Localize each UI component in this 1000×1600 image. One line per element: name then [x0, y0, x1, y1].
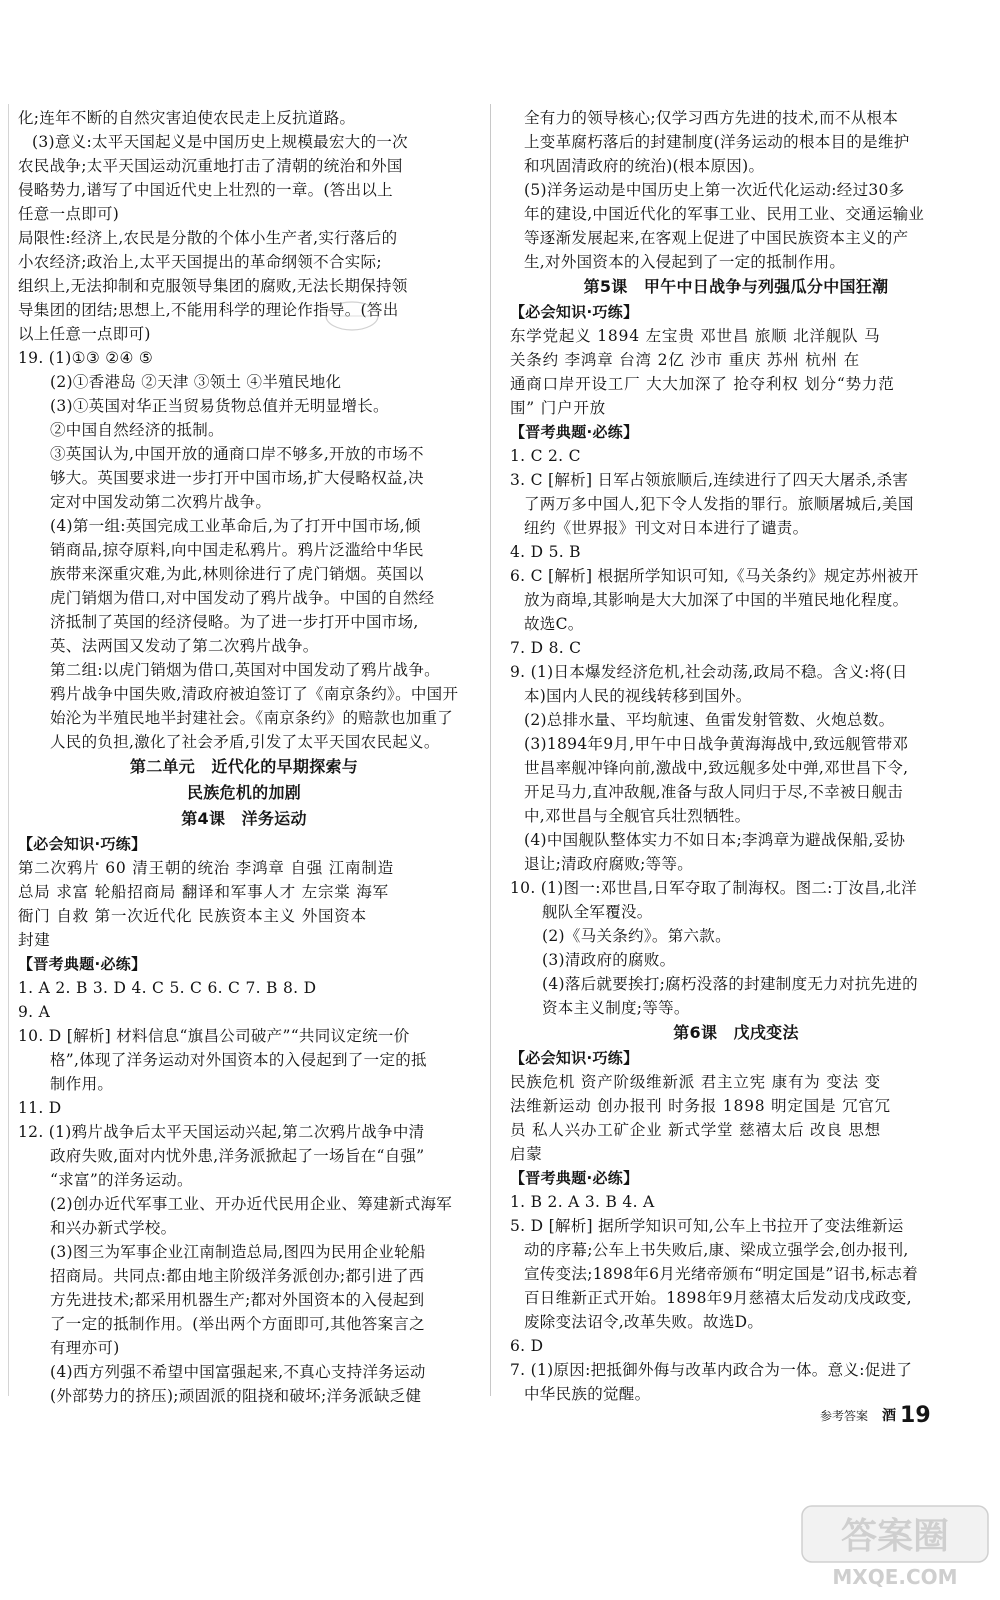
answer-line: 19. (1)①③ ②④ ⑤ — [18, 349, 154, 367]
answer-line: (3)①英国对华正当贸易货物总值并无明显增长。 — [50, 397, 389, 415]
answer-line: 百日维新正式开始。1898年9月慈禧太后发动戊戌政变, — [524, 1289, 912, 1307]
answer-line: (4)中国舰队整体实力不如日本;李鸿章为避战保船,妥协 — [524, 831, 906, 849]
answer-line: 7. (1)原因:把抵御外侮与改革内政合为一体。意义:促进了 — [510, 1361, 913, 1379]
answer-line: “求富”的洋务运动。 — [50, 1171, 193, 1189]
answer-line: 第二组:以虎门销烟为借口,英国对中国发动了鸦片战争。 — [50, 661, 440, 679]
answer-line: (4)落后就要挨打;腐朽没落的封建制度无力对抗先进的 — [542, 975, 918, 993]
answer-line: 7. D 8. C — [510, 639, 582, 657]
answer-line: 了一定的抵制作用。(举出两个方面即可,其他答案言之 — [50, 1315, 425, 1333]
page-number: 19 — [900, 1402, 931, 1428]
answer-line: 中华民族的觉醒。 — [524, 1385, 651, 1403]
answer-line: 6. C [解析] 根据所学知识可知,《马关条约》规定苏州被开 — [510, 567, 919, 585]
section-heading: 第5课 甲午中日战争与列强瓜分中国狂潮 — [583, 277, 889, 296]
section-tag: 【必会知识·巧练】 — [510, 1049, 639, 1067]
answer-line: 本)国内人民的视线转移到国外。 — [524, 687, 752, 705]
section-heading: 民族危机的加剧 — [186, 783, 302, 802]
answer-line: (2)总排水量、平均航速、鱼雷发射管数、火炮总数。 — [524, 711, 895, 729]
keyword-line: 封建 — [18, 931, 51, 949]
answer-line: (2)①香港岛 ②天津 ③领土 ④半殖民地化 — [50, 373, 342, 391]
answer-line: 化;连年不断的自然灾害迫使农民走上反抗道路。 — [18, 109, 356, 127]
left-margin-line — [8, 104, 9, 1396]
answer-line: 侵略势力,谱写了中国近代史上壮烈的一章。(答出以上 — [18, 181, 393, 199]
section-tag: 【必会知识·巧练】 — [510, 303, 639, 321]
answer-line: 小农经济;政治上,太平天国提出的革命纲领不合实际; — [18, 253, 382, 271]
answer-line: 制作用。 — [50, 1075, 114, 1093]
page-footer — [820, 1400, 931, 1430]
watermark-url: MXQE.COM — [832, 1565, 958, 1589]
answer-line: 局限性:经济上,农民是分散的个体小生产者,实行落后的 — [18, 229, 398, 247]
answer-line: 1. C 2. C — [510, 447, 581, 465]
answer-line: 够大。英国要求进一步打开中国市场,扩大侵略权益,决 — [50, 469, 424, 487]
keyword-line: 启蒙 — [510, 1145, 543, 1163]
keyword-line: 东学党起义 1894 左宝贵 邓世昌 旅顺 北洋舰队 马 — [510, 327, 881, 345]
keyword-line: 总局 求富 轮船招商局 翻译和军事人才 左宗棠 海军 — [18, 883, 389, 901]
footer-label: 参考答案 — [820, 1408, 869, 1423]
answer-line: ③英国认为,中国开放的通商口岸不够多,开放的市场不 — [50, 445, 424, 463]
answer-line: 导集团的团结;思想上,不能用科学的理论作指导。(答出 — [18, 301, 399, 319]
answer-line: 有理亦可) — [50, 1339, 120, 1357]
answer-line: 12. (1)鸦片战争后太平天国运动兴起,第二次鸦片战争中清 — [18, 1123, 425, 1141]
answer-line: 10. (1)图一:邓世昌,日军夺取了制海权。图二:丁汝昌,北洋 — [510, 879, 917, 897]
answer-line: 鸦片战争中国失败,清政府被迫签订了《南京条约》。中国开 — [50, 685, 459, 703]
watermark-title: 答案圈 — [840, 1516, 950, 1557]
keyword-line: 民族危机 资产阶级维新派 君主立宪 康有为 变法 变 — [510, 1073, 881, 1091]
answer-line: (3)图三为军事企业江南制造总局,图四为民用企业轮船 — [50, 1243, 426, 1261]
answer-line: 故选C。 — [524, 615, 584, 633]
answer-line: 和兴办新式学校。 — [50, 1219, 177, 1237]
answer-line: 开足马力,直冲敌舰,准备与敌人同归于尽,不幸被日舰击 — [524, 783, 904, 801]
section-heading: 第4课 洋务运动 — [181, 809, 307, 828]
left-column — [18, 106, 470, 1408]
answer-line: 3. C [解析] 日军占领旅顺后,连续进行了四天大屠杀,杀害 — [510, 471, 909, 489]
answer-line: 纽约《世界报》刊文对日本进行了谴责。 — [524, 519, 809, 537]
answer-line: 招商局。共同点:都由地主阶级洋务派创办;都引进了西 — [50, 1267, 425, 1285]
answer-line: 销商品,掠夺原料,向中国走私鸦片。鸦片泛滥给中华民 — [50, 541, 424, 559]
answer-line: 格”,体现了洋务运动对外国资本的入侵起到了一定的抵 — [50, 1051, 427, 1069]
answer-line: 始沦为半殖民地半封建社会。《南京条约》的赔款也加重了 — [50, 709, 454, 727]
answer-line: 英、法两国又发动了第二次鸦片战争。 — [50, 637, 319, 655]
answer-line: 以上任意一点即可) — [18, 325, 151, 343]
answer-line: 4. D 5. B — [510, 543, 581, 561]
answer-line: (5)洋务运动是中国历史上第一次近代化运动:经过30多 — [524, 181, 905, 199]
section-tag: 【晋考典题·必练】 — [510, 1169, 639, 1187]
answer-line: 族带来深重灾难,为此,林则徐进行了虎门销烟。英国以 — [50, 565, 424, 583]
section-tag: 【晋考典题·必练】 — [18, 955, 147, 973]
answer-line: (外部势力的挤压);顽固派的阻挠和破坏;洋务派缺乏健 — [50, 1387, 422, 1405]
answer-line: 了两万多中国人,犯下令人发指的罪行。旅顺屠城后,美国 — [524, 495, 914, 513]
section-heading: 第二单元 近代化的早期探索与 — [129, 757, 359, 776]
section-tag: 【晋考典题·必练】 — [510, 423, 639, 441]
faint-stamp-mark — [322, 296, 382, 336]
answer-line: 退让;清政府腐败;等等。 — [524, 855, 694, 873]
answer-line: 5. D [解析] 据所学知识可知,公车上书拉开了变法维新运 — [510, 1217, 904, 1235]
answer-line: 9. A — [18, 1003, 51, 1021]
answer-line: 世昌率舰冲锋向前,激战中,致远舰多处中弹,邓世昌下令, — [524, 759, 909, 777]
section-heading: 第6课 戊戌变法 — [673, 1023, 799, 1042]
answer-line: (3)意义:太平天国起义是中国历史上规模最宏大的一次 — [32, 133, 408, 151]
answer-line: 10. D [解析] 材料信息“旗昌公司破产”“共同议定统一价 — [18, 1027, 410, 1045]
answer-line: 农民战争;太平天国运动沉重地打击了清朝的统治和外国 — [18, 157, 403, 175]
answer-line: 动的序幕;公车上书失败后,康、梁成立强学会,创办报刊, — [524, 1241, 909, 1259]
answer-line: 废除变法诏令,改革失败。故选D。 — [524, 1313, 764, 1331]
answer-line: 放为商埠,其影响是大大加深了中国的半殖民地化程度。 — [524, 591, 909, 609]
answer-line: 人民的负担,激化了社会矛盾,引发了太平天国农民起义。 — [50, 733, 440, 751]
answer-line: 舰队全军覆没。 — [542, 903, 653, 921]
answer-line: 组织上,无法抑制和克服领导集团的腐败,无法长期保持领 — [18, 277, 408, 295]
answer-line: (2)《马关条约》。第六款。 — [542, 927, 731, 945]
answer-line: 9. (1)日本爆发经济危机,社会动荡,政局不稳。含义:将(日 — [510, 663, 908, 681]
answer-line: 资本主义制度;等等。 — [542, 999, 690, 1017]
answer-line: 生,对外国资本的入侵起到了一定的抵制作用。 — [524, 253, 846, 271]
answer-line: 年的建设,中国近代化的军事工业、民用工业、交通运输业 — [524, 205, 925, 223]
footer-mark: 酒 — [882, 1408, 897, 1424]
answer-line: 济抵制了英国的经济侵略。为了进一步打开中国市场, — [50, 613, 419, 631]
answer-line: 等逐渐发展起来,在客观上促进了中国民族资本主义的产 — [524, 229, 909, 247]
keyword-line: 关条约 李鸿章 台湾 2亿 沙市 重庆 苏州 杭州 在 — [510, 351, 860, 369]
answer-line: 全有力的领导核心;仅学习西方先进的技术,而不从根本 — [524, 109, 899, 127]
answer-line: 1. B 2. A 3. B 4. A — [510, 1193, 655, 1211]
answer-line: ②中国自然经济的抵制。 — [50, 421, 224, 439]
answer-line: 1. A 2. B 3. D 4. C 5. C 6. C 7. B 8. D — [18, 979, 317, 997]
keyword-line: 第二次鸦片 60 清王朝的统治 李鸿章 自强 江南制造 — [18, 859, 394, 877]
right-column — [510, 106, 962, 1406]
answer-line: 11. D — [18, 1099, 62, 1117]
watermark-logo — [800, 1502, 990, 1592]
answer-line: (4)第一组:英国完成工业革命后,为了打开中国市场,倾 — [50, 517, 421, 535]
answer-line: 定对中国发动第二次鸦片战争。 — [50, 493, 272, 511]
column-divider — [490, 104, 491, 1396]
section-tag: 【必会知识·巧练】 — [18, 835, 147, 853]
answer-line: 方先进技术;都采用机器生产;都对外国资本的入侵起到 — [50, 1291, 425, 1309]
answer-line: 6. D — [510, 1337, 544, 1355]
answer-line: 中,邓世昌与全舰官兵壮烈牺牲。 — [524, 807, 751, 825]
keyword-line: 围” 门户开放 — [510, 399, 606, 417]
answer-line: (3)清政府的腐败。 — [542, 951, 676, 969]
keyword-line: 衙门 自救 第一次近代化 民族资本主义 外国资本 — [18, 907, 367, 925]
answer-line: 上变革腐朽落后的封建制度(洋务运动的根本目的是维护 — [524, 133, 910, 151]
answer-line: 虎门销烟为借口,对中国发动了鸦片战争。中国的自然经 — [50, 589, 435, 607]
keyword-line: 通商口岸开设工厂 大大加深了 抢夺利权 划分“势力范 — [510, 375, 895, 393]
keyword-line: 法维新运动 创办报刊 时务报 1898 明定国是 冗官冗 — [510, 1097, 891, 1115]
answer-line: (2)创办近代军事工业、开办近代民用企业、筹建新式海军 — [50, 1195, 453, 1213]
answer-line: 宣传变法;1898年6月光绪帝颁布“明定国是”诏书,标志着 — [524, 1265, 919, 1283]
answer-line: 任意一点即可) — [18, 205, 120, 223]
answer-line: (3)1894年9月,甲午中日战争黄海海战中,致远舰管带邓 — [524, 735, 909, 753]
answer-line: 政府失败,面对内忧外患,洋务派掀起了一场旨在“自强” — [50, 1147, 425, 1165]
answer-line: 和巩固清政府的统治)(根本原因)。 — [524, 157, 765, 175]
keyword-line: 员 私人兴办工矿企业 新式学堂 慈禧太后 改良 思想 — [510, 1121, 881, 1139]
answer-line: (4)西方列强不希望中国富强起来,不真心支持洋务运动 — [50, 1363, 426, 1381]
